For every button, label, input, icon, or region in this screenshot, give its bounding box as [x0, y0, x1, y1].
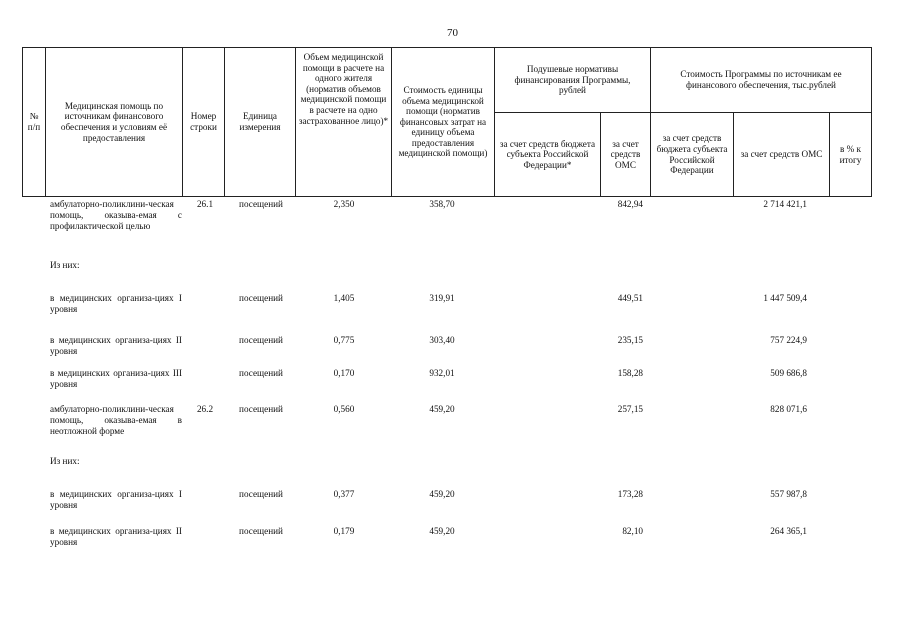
row-per-capita-oms: 158,28	[617, 368, 643, 378]
header-col-volume: Объем медицинской помощи в расчете на одного жителя (норматив объемов медицинской помощи в расчете на одно застрахованное лицо)*	[295, 47, 392, 197]
row-volume: 0,179	[333, 526, 355, 536]
row-unit-cost: 459,20	[429, 404, 455, 414]
row-volume: 0,170	[333, 368, 355, 378]
row-volume: 0,775	[333, 335, 355, 345]
row-total-oms: 757 224,9	[770, 335, 807, 345]
row-total-oms: 264 365,1	[770, 526, 807, 536]
page-number: 70	[447, 27, 458, 39]
header-cost-oms: за счет средств ОМС	[733, 112, 830, 197]
subheading-of-which: Из них:	[50, 260, 80, 270]
header-per-capita-budget: за счет средств бюджета субъекта Российской Федерации*	[494, 112, 601, 197]
row-per-capita-oms: 842,94	[617, 199, 643, 209]
header-cost-budget: за счет средств бюджета субъекта Российской Федерации	[650, 112, 734, 197]
row-name: в медицинских организа-циях II уровня	[50, 335, 182, 356]
row-unit-cost: 459,20	[429, 526, 455, 536]
row-per-capita-oms: 173,28	[617, 489, 643, 499]
row-unit: посещений	[239, 368, 283, 378]
header-per-capita-oms: за счет средств ОМС	[600, 112, 651, 197]
row-unit: посещений	[239, 526, 283, 536]
row-unit-cost: 319,91	[429, 293, 455, 303]
row-name: в медицинских организа-циях III уровня	[50, 368, 182, 389]
row-per-capita-oms: 257,15	[617, 404, 643, 414]
row-unit: посещений	[239, 199, 283, 209]
header-group-program-cost: Стоимость Программы по источникам ее финансового обеспечения, тыс.рублей	[650, 47, 872, 113]
row-total-oms: 2 714 421,1	[763, 199, 807, 209]
row-total-oms: 1 447 509,4	[763, 293, 807, 303]
row-unit-cost: 358,70	[429, 199, 455, 209]
row-per-capita-oms: 82,10	[622, 526, 643, 536]
row-unit: посещений	[239, 335, 283, 345]
row-name: амбулаторно-поликлини-ческая помощь, оказыва-емая с профилактической целью	[50, 199, 182, 231]
row-volume: 0,377	[333, 489, 355, 499]
row-unit: посещений	[239, 293, 283, 303]
row-volume: 0,560	[333, 404, 355, 414]
header-col-number: № п/п	[22, 47, 46, 197]
row-unit: посещений	[239, 489, 283, 499]
header-col-name: Медицинская помощь по источникам финансового обеспечения и условиям её предоставления	[45, 47, 183, 197]
row-number: 26.1	[196, 199, 214, 209]
row-name: амбулаторно-поликлини-ческая помощь, оказыва-емая в неотложной форме	[50, 404, 182, 436]
row-total-oms: 509 686,8	[770, 368, 807, 378]
header-col-unit-cost: Стоимость единицы объема медицинской помощи (норматив финансовых затрат на единицу объема предоставления медицинской помощи)	[391, 47, 495, 197]
row-unit-cost: 459,20	[429, 489, 455, 499]
row-name: в медицинских организа-циях II уровня	[50, 526, 182, 547]
row-per-capita-oms: 235,15	[617, 335, 643, 345]
row-unit-cost: 303,40	[429, 335, 455, 345]
row-total-oms: 557 987,8	[770, 489, 807, 499]
row-name: в медицинских организа-циях I уровня	[50, 293, 182, 314]
row-total-oms: 828 071,6	[770, 404, 807, 414]
header-col-row-number: Номер строки	[182, 47, 225, 197]
row-per-capita-oms: 449,51	[617, 293, 643, 303]
row-unit: посещений	[239, 404, 283, 414]
row-unit-cost: 932,01	[429, 368, 455, 378]
row-number: 26.2	[196, 404, 214, 414]
row-volume: 1,405	[333, 293, 355, 303]
header-col-unit: Единица измерения	[224, 47, 296, 197]
header-group-per-capita: Подушевые нормативы финансирования Программы, рублей	[494, 47, 651, 113]
subheading-of-which: Из них:	[50, 456, 80, 466]
row-volume: 2,350	[333, 199, 355, 209]
row-name: в медицинских организа-циях I уровня	[50, 489, 182, 510]
header-cost-percent: в % к итогу	[829, 112, 872, 197]
